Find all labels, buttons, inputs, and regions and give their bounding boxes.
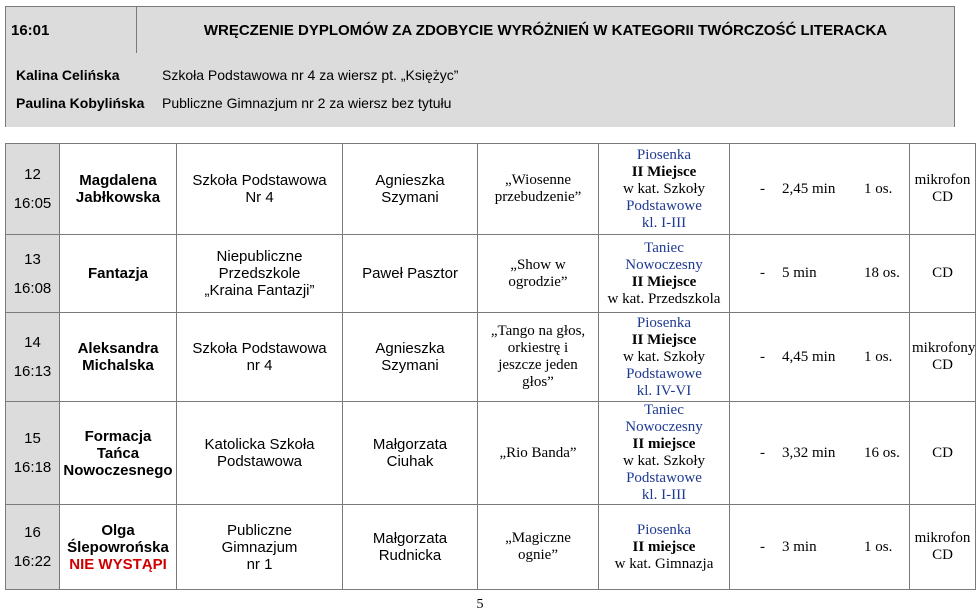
slot-cell [6,313,60,402]
equipment-cell [910,313,976,402]
category-cell-line: w kat. Gimnazja [614,555,714,572]
category-cell-line: II miejsce [632,436,696,452]
duration-value: 5 min [782,265,817,281]
category-cell-line: Nowoczesny [625,419,703,435]
piece-cell-line: ognie” [518,547,558,563]
school-cell [177,313,343,402]
category-cell-line: w kat. Szkoły [622,180,706,197]
teacher-cell [343,402,478,505]
dash-value: - [760,180,765,197]
slot-cell [6,402,60,505]
equipment-cell [910,402,976,505]
performer-note: NIE WYSTĄPI [69,555,167,573]
school-cell-line: Przedszkole [218,265,301,282]
equipment-cell-line: mikrofony [912,340,976,356]
category-cell-line: Piosenka [636,521,692,538]
teacher-cell [343,505,478,590]
category-cell-line: w kat. Szkoły [622,348,706,365]
piece-cell [478,402,599,505]
program-table [5,143,976,590]
duration-value: 3,32 min [782,444,836,461]
performer-cell-line: Formacja Tańca [84,427,152,462]
performer-cell [60,144,177,235]
school-cell-line: Szkoła Podstawowa [192,172,327,189]
school-cell-line: Katolicka Szkoła [204,436,315,453]
category-cell-line: Taniec [644,402,684,418]
teacher-cell-line: Szymani [381,357,439,374]
category-cell [599,402,730,505]
category-cell [599,505,730,590]
category-cell-line: Nowoczesny [625,256,703,273]
piece-cell [478,313,599,402]
school-cell-line: Gimnazjum [221,538,298,556]
award-desc: Szkoła Podstawowa nr 4 za wiersz pt. „Księżyc” [162,67,459,83]
school-cell [177,402,343,505]
category-cell-line: Podstawowe [626,197,702,214]
duration-cell [730,402,910,505]
duration-cell [730,313,910,402]
teacher-cell [343,144,478,235]
duration-cell [730,144,910,235]
category-cell-line: kl. IV-VI [636,382,692,399]
school-cell-line: Publiczne [226,521,293,539]
equipment-cell-line: CD [932,547,953,563]
piece-cell-line: „Wiosenne [504,172,572,188]
performer-cell-line: Jabłkowska [75,189,161,206]
people-value: 1 os. [864,538,893,555]
performer-cell [60,402,177,505]
category-cell-line: kl. I-III [641,487,687,503]
category-cell [599,235,730,313]
equipment-cell [910,144,976,235]
equipment-cell-line: CD [932,444,953,461]
teacher-cell-line: Ciuhak [386,453,434,470]
award-name: Kalina Celińska [16,67,120,83]
duration-value: 4,45 min [782,348,836,365]
category-cell-line: w kat. Szkoły [622,453,706,469]
header-time: 16:01 [6,7,137,54]
piece-cell [478,235,599,313]
equipment-cell [910,235,976,313]
school-cell-line: nr 4 [246,357,273,374]
school-cell-line: nr 1 [246,555,273,573]
duration-value: 3 min [782,538,817,555]
equipment-cell [910,505,976,590]
category-cell-line: kl. I-III [641,214,687,231]
slot-cell [6,505,60,590]
school-cell-line: Podstawowa [216,453,303,470]
people-value: 1 os. [864,180,893,197]
dash-value: - [760,444,765,461]
teacher-cell-line: Szymani [381,189,439,206]
piece-cell-line: głos” [522,374,554,390]
equipment-cell-line: CD [932,357,953,373]
table-row [6,235,976,313]
school-cell-line: Niepubliczne [216,248,303,265]
slot-time: 16:05 [13,195,52,212]
category-cell-line: II miejsce [632,538,696,555]
teacher-cell-line: Paweł Pasztor [362,265,458,282]
performer-cell-line: Aleksandra [77,340,159,357]
slot-number: 15 [24,430,41,447]
slot-number: 13 [24,250,41,268]
teacher-cell-line: Agnieszka [375,172,445,189]
school-cell-line: Nr 4 [245,189,274,206]
duration-cell [730,505,910,590]
people-value: 1 os. [864,348,893,365]
slot-cell [6,144,60,235]
piece-cell-line: ogrodzie” [508,273,568,290]
piece-cell-line: „Tango na głos, [490,323,586,339]
equipment-cell-line: CD [932,265,953,281]
table-row [6,402,976,505]
school-cell [177,144,343,235]
piece-cell [478,144,599,235]
performer-cell-line: Michalska [82,357,154,374]
slot-time: 16:22 [13,553,52,570]
dash-value: - [760,538,765,555]
dash-value: - [760,265,765,281]
slot-time: 16:18 [13,459,52,476]
performer-cell-line: Magdalena [79,172,157,189]
performer-cell [60,235,177,313]
performer-cell [60,313,177,402]
teacher-cell-line: Agnieszka [375,340,445,357]
equipment-cell-line: mikrofon [914,530,971,546]
piece-cell-line: jeszcze jeden [498,357,578,373]
category-cell-line: II Miejsce [631,273,697,290]
table-row [6,144,976,235]
equipment-cell-line: mikrofon [914,172,971,188]
slot-time: 16:13 [13,363,52,380]
category-cell-line: w kat. Przedszkola [607,290,721,307]
category-cell-line: Podstawowe [626,365,702,382]
awards-block [5,53,955,127]
page-number: 5 [476,597,484,612]
slot-number: 14 [24,334,41,351]
piece-cell-line: przebudzenie” [494,189,582,205]
category-cell-line: Piosenka [636,146,692,163]
category-cell-line: Podstawowe [626,470,702,486]
slot-time: 16:08 [13,279,52,297]
school-cell-line: „Kraina Fantazji” [204,282,315,299]
people-value: 16 os. [864,444,900,461]
dash-value: - [760,348,765,365]
duration-cell [730,235,910,313]
slot-number: 16 [24,524,41,541]
performer-cell-line: Nowoczesnego [63,461,173,479]
category-cell-line: Taniec [644,239,684,256]
category-cell-line: II Miejsce [631,163,697,180]
performer-cell-line: Ślepowrońska [67,538,169,556]
duration-value: 2,45 min [782,180,836,197]
slot-cell [6,235,60,313]
teacher-cell [343,235,478,313]
performer-cell-line: Olga [101,521,135,539]
piece-cell-line: „Magiczne [505,530,571,546]
teacher-cell-line: Małgorzata [372,436,448,453]
performer-cell [60,505,177,590]
teacher-cell-line: Rudnicka [378,547,442,564]
performer-cell-line: Fantazja [87,265,148,282]
people-value: 18 os. [864,265,900,281]
piece-cell [478,505,599,590]
category-cell-line: II Miejsce [631,331,697,348]
school-cell [177,235,343,313]
category-cell-line: Piosenka [636,314,692,331]
award-name: Paulina Kobylińska [16,95,145,111]
category-cell [599,313,730,402]
school-cell-line: Szkoła Podstawowa [192,340,327,357]
equipment-cell-line: CD [932,189,953,205]
piece-cell-line: „Show w [510,256,566,273]
teacher-cell-line: Małgorzata [372,530,448,547]
teacher-cell [343,313,478,402]
slot-number: 12 [24,166,41,183]
school-cell [177,505,343,590]
table-row [6,505,976,590]
header-title: WRĘCZENIE DYPLOMÓW ZA ZDOBYCIE WYRÓŻNIEŃ W KATEGORII TWÓRCZOŚĆ LITERACKA [137,7,955,54]
category-cell [599,144,730,235]
piece-cell-line: orkiestrę i [507,340,569,356]
header-banner [5,6,955,54]
piece-cell-line: „Rio Banda” [499,444,577,461]
table-row [6,313,976,402]
award-desc: Publiczne Gimnazjum nr 2 za wiersz bez tytułu [162,95,452,111]
